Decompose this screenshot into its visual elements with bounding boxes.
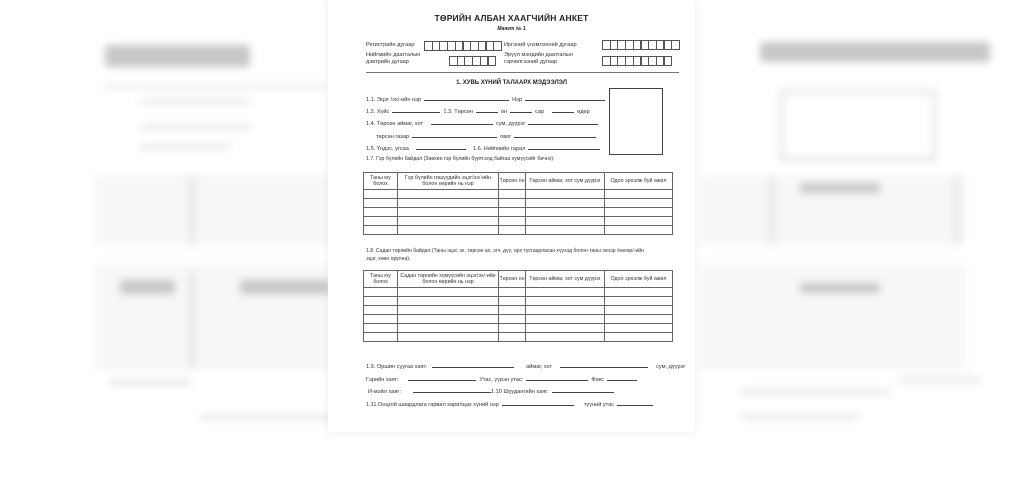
id-digit-box[interactable] bbox=[664, 56, 673, 66]
emergency-phone-label: түүний утас bbox=[583, 402, 615, 408]
relatives-table-cell[interactable] bbox=[364, 297, 398, 306]
bg-blur-pane bbox=[95, 175, 330, 245]
form-page bbox=[328, 0, 695, 432]
email-label: И-мэйл хаяг: bbox=[368, 389, 401, 395]
relatives-header-birthplace: Төрсөн аймаг, хот сум дүүрэг bbox=[526, 271, 605, 288]
relatives-table-cell[interactable] bbox=[499, 306, 526, 315]
bg-blur-line bbox=[140, 125, 250, 129]
insurance-book-boxes[interactable] bbox=[449, 56, 495, 66]
relatives-table-cell[interactable] bbox=[499, 315, 526, 324]
family-table-cell[interactable] bbox=[364, 226, 398, 235]
bg-blur-line bbox=[740, 415, 860, 419]
family-table-cell[interactable] bbox=[526, 217, 605, 226]
gender-field[interactable] bbox=[392, 106, 440, 113]
relatives-header-name: Садан төрлийн хүмүүсийн эцэг/эх/-ийн болон өөрийн нь нэр bbox=[398, 271, 499, 288]
family-table-cell[interactable] bbox=[499, 217, 526, 226]
relatives-table-cell[interactable] bbox=[364, 306, 398, 315]
surname-field[interactable] bbox=[514, 131, 596, 138]
birth-place-field[interactable] bbox=[412, 131, 497, 138]
bg-blur-line bbox=[140, 100, 250, 104]
bg-blur-block bbox=[120, 280, 175, 294]
name-field[interactable] bbox=[525, 94, 605, 101]
family-table-cell[interactable] bbox=[605, 199, 673, 208]
family-table-row bbox=[364, 190, 673, 199]
bg-blur-pane bbox=[700, 265, 965, 370]
row-home-address bbox=[366, 374, 640, 383]
birth-place-label: төрсөн газар bbox=[376, 134, 410, 140]
family-table-cell[interactable] bbox=[526, 208, 605, 217]
postal-address-label: 1.10 Шуудангийн хаяг: bbox=[491, 389, 549, 395]
ethnicity-field[interactable] bbox=[416, 143, 466, 150]
family-header-occupation: Одоо эрхэлж буй ажил bbox=[605, 173, 673, 190]
family-table-cell[interactable] bbox=[605, 226, 673, 235]
month-label: сар bbox=[535, 109, 545, 115]
relatives-table-row bbox=[364, 324, 673, 333]
relatives-header-occupation: Одоо эрхэлж буй ажил bbox=[605, 271, 673, 288]
row-1-5 bbox=[366, 143, 603, 152]
residence-district-label: сум, дүүрэг bbox=[656, 364, 686, 370]
row-1-4-place bbox=[376, 131, 599, 140]
bg-blur-line bbox=[190, 175, 194, 245]
relatives-table-cell[interactable] bbox=[398, 288, 499, 297]
relatives-table-row bbox=[364, 288, 673, 297]
register-number-label: Регистрийн дугаар bbox=[366, 42, 415, 48]
fax-label: Факс bbox=[591, 377, 605, 383]
relatives-table-cell[interactable] bbox=[605, 315, 673, 324]
family-table-cell[interactable] bbox=[364, 217, 398, 226]
birth-province-label: 1.4. Төрсөн аймаг, хот bbox=[366, 121, 424, 127]
birth-district-field[interactable] bbox=[528, 118, 598, 125]
birth-year-field[interactable] bbox=[476, 106, 498, 113]
family-header-birth-year: Төрсөн он bbox=[499, 173, 526, 190]
phone-field[interactable] bbox=[526, 374, 588, 381]
bg-blur-block bbox=[760, 42, 990, 62]
family-table-cell[interactable] bbox=[499, 226, 526, 235]
bg-blur-line bbox=[200, 415, 330, 419]
relatives-table bbox=[363, 270, 673, 342]
bg-blur-frame bbox=[780, 90, 936, 161]
bg-blur-block bbox=[800, 283, 880, 293]
relatives-table-cell[interactable] bbox=[499, 297, 526, 306]
relatives-table-cell[interactable] bbox=[605, 288, 673, 297]
birth-label: 1.3. Төрсөн bbox=[443, 109, 473, 115]
social-origin-label: 1.6. Нийгмийн гарал bbox=[472, 146, 526, 152]
citizen-id-boxes[interactable] bbox=[602, 40, 679, 50]
gender-label: 1.2. Хүйс bbox=[366, 109, 390, 115]
relatives-table-cell[interactable] bbox=[605, 297, 673, 306]
residence-province-label: аймаг, хот bbox=[526, 364, 553, 370]
birth-month-field[interactable] bbox=[510, 106, 532, 113]
insurance-book-label-1: Нийгмийн даатгалын bbox=[366, 52, 421, 58]
home-address-field[interactable] bbox=[408, 374, 476, 381]
residence-field[interactable] bbox=[432, 361, 514, 368]
birth-district-label: сум, дүүрэг bbox=[496, 121, 526, 127]
relatives-table-cell[interactable] bbox=[499, 333, 526, 342]
relatives-table-cell[interactable] bbox=[364, 315, 398, 324]
relatives-table-cell[interactable] bbox=[605, 306, 673, 315]
family-table-cell[interactable] bbox=[605, 217, 673, 226]
emergency-contact-field[interactable] bbox=[502, 399, 574, 406]
form-title: ТӨРИЙН АЛБАН ХААГЧИЙН АНКЕТ bbox=[434, 13, 589, 23]
family-table-cell[interactable] bbox=[364, 190, 398, 199]
bg-blur-block bbox=[240, 280, 330, 294]
family-table bbox=[363, 172, 673, 235]
bg-blur-line bbox=[110, 380, 190, 385]
relatives-table-cell[interactable] bbox=[364, 333, 398, 342]
family-table-cell[interactable] bbox=[398, 217, 499, 226]
home-address-label: Гэрийн хаяг: bbox=[366, 377, 399, 383]
emergency-contact-label: 1.11.Онцгой шаардлага гарвал харилцах хүний нэр bbox=[366, 402, 499, 408]
family-table-cell[interactable] bbox=[364, 199, 398, 208]
day-label: өдөр bbox=[577, 109, 590, 115]
relatives-table-cell[interactable] bbox=[605, 324, 673, 333]
relatives-header-birth-year: Төрсөн он bbox=[499, 271, 526, 288]
relatives-table-cell[interactable] bbox=[499, 288, 526, 297]
bg-blur-line bbox=[190, 270, 194, 370]
relatives-table-cell[interactable] bbox=[398, 333, 499, 342]
family-table-row bbox=[364, 208, 673, 217]
relatives-table-cell[interactable] bbox=[526, 315, 605, 324]
email-field[interactable] bbox=[413, 386, 491, 393]
family-header-name: Гэр бүлийн гишүүдийн эцэг/эх/-ийн болон өөрийн нь нэр bbox=[398, 173, 499, 190]
header-divider bbox=[366, 72, 679, 73]
row-email bbox=[368, 386, 617, 395]
id-digit-box[interactable] bbox=[488, 56, 497, 66]
row-1-9 bbox=[366, 361, 685, 370]
ethnicity-label: 1.5. Үндэс, угсаа bbox=[366, 146, 409, 152]
relatives-table-cell[interactable] bbox=[398, 324, 499, 333]
relatives-table-cell[interactable] bbox=[526, 333, 605, 342]
relatives-table-cell[interactable] bbox=[398, 306, 499, 315]
father-name-field[interactable] bbox=[424, 94, 509, 101]
bg-blur-block bbox=[105, 45, 250, 67]
relatives-table-cell[interactable] bbox=[398, 297, 499, 306]
row-1-11 bbox=[366, 399, 656, 408]
residence-label: 1.9. Оршин суугаа хаяг: bbox=[366, 364, 428, 370]
family-table-cell[interactable] bbox=[526, 199, 605, 208]
relatives-table-cell[interactable] bbox=[526, 288, 605, 297]
citizen-id-label: Иргэний үнэмлэхний дугаар bbox=[504, 42, 577, 48]
bg-blur-line bbox=[770, 175, 774, 245]
bg-blur-line bbox=[740, 390, 890, 394]
social-origin-field[interactable] bbox=[528, 143, 600, 150]
section-1-heading: 1. ХУВЬ ХҮНИЙ ТАЛААРХ МЭДЭЭЛЭЛ bbox=[456, 80, 567, 86]
health-cert-label-2: гэрчилгээний дугаар bbox=[504, 59, 558, 65]
id-digit-box[interactable] bbox=[493, 41, 502, 51]
family-table-row bbox=[364, 226, 673, 235]
fax-field[interactable] bbox=[607, 374, 637, 381]
family-table-cell[interactable] bbox=[398, 208, 499, 217]
photo-placeholder bbox=[609, 88, 663, 155]
family-table-cell[interactable] bbox=[499, 199, 526, 208]
relatives-label-2: эцэг, хөөн орулна): bbox=[366, 256, 411, 262]
row-1-1 bbox=[366, 94, 608, 103]
register-number-boxes[interactable] bbox=[424, 41, 501, 51]
relatives-table-cell[interactable] bbox=[526, 306, 605, 315]
family-table-cell[interactable] bbox=[364, 208, 398, 217]
surname-label: овог bbox=[500, 134, 512, 140]
family-table-cell[interactable] bbox=[605, 190, 673, 199]
relatives-table-cell[interactable] bbox=[605, 333, 673, 342]
family-table-cell[interactable] bbox=[499, 190, 526, 199]
family-status-label: 1.7. Гэр бүлийн байдал (Зөвхөн гэр бүлийн бүртгэлд байгаа хүмүүсийг бичнэ): bbox=[366, 156, 555, 162]
family-header-birthplace: Төрсөн аймаг, хот сум дүүрэг bbox=[526, 173, 605, 190]
relatives-table-cell[interactable] bbox=[499, 324, 526, 333]
residence-province-field[interactable] bbox=[560, 361, 648, 368]
year-label: он bbox=[500, 109, 508, 115]
family-table-cell[interactable] bbox=[398, 226, 499, 235]
phone-label: Утас, үүрэн утас: bbox=[479, 377, 524, 383]
relatives-label-1: 1.8. Садан төрлийн байдал (Таны эцэг, эх, төрсөн ах, эгч, дүү, өрх тусгаарласан хүүхэд болон таны эхнэр /нөхөр/-ийн bbox=[366, 248, 644, 254]
family-table-cell[interactable] bbox=[526, 190, 605, 199]
family-table-cell[interactable] bbox=[398, 190, 499, 199]
relatives-table-row bbox=[364, 297, 673, 306]
bg-blur-line bbox=[105, 85, 325, 88]
row-1-2 bbox=[366, 106, 590, 115]
health-cert-label-1: Эрүүл мэндийн даатгалын bbox=[504, 52, 573, 58]
form-subtitle: Маягт № 1 bbox=[497, 26, 526, 32]
bg-blur-block bbox=[800, 183, 880, 193]
birth-province-field[interactable] bbox=[431, 118, 493, 125]
emergency-phone-field[interactable] bbox=[617, 399, 653, 406]
relatives-table-row bbox=[364, 306, 673, 315]
insurance-book-label-2: дэвтрийн дугаар bbox=[366, 59, 409, 65]
name-label: Нэр bbox=[512, 97, 523, 103]
row-1-4 bbox=[366, 118, 601, 127]
family-table-row bbox=[364, 199, 673, 208]
father-name-label: 1.1. Эцэг /эх/-ийн нэр bbox=[366, 97, 422, 103]
bg-blur-line bbox=[140, 145, 230, 149]
postal-address-field[interactable] bbox=[552, 386, 614, 393]
birth-day-field[interactable] bbox=[552, 106, 574, 113]
relatives-header-relation: Таны юу болох bbox=[364, 271, 398, 288]
family-table-cell[interactable] bbox=[605, 208, 673, 217]
bg-blur-line bbox=[900, 378, 980, 382]
relatives-table-row bbox=[364, 333, 673, 342]
family-table-row bbox=[364, 217, 673, 226]
relatives-table-cell[interactable] bbox=[364, 324, 398, 333]
relatives-table-cell[interactable] bbox=[364, 288, 398, 297]
family-header-relation: Таны юу болох bbox=[364, 173, 398, 190]
relatives-table-cell[interactable] bbox=[526, 297, 605, 306]
family-table-cell[interactable] bbox=[499, 208, 526, 217]
health-cert-boxes[interactable] bbox=[602, 56, 671, 66]
relatives-table-cell[interactable] bbox=[398, 315, 499, 324]
family-table-cell[interactable] bbox=[526, 226, 605, 235]
bg-blur-line bbox=[955, 175, 959, 245]
relatives-table-row bbox=[364, 315, 673, 324]
id-digit-box[interactable] bbox=[671, 40, 680, 50]
relatives-table-cell[interactable] bbox=[526, 324, 605, 333]
family-table-cell[interactable] bbox=[398, 199, 499, 208]
